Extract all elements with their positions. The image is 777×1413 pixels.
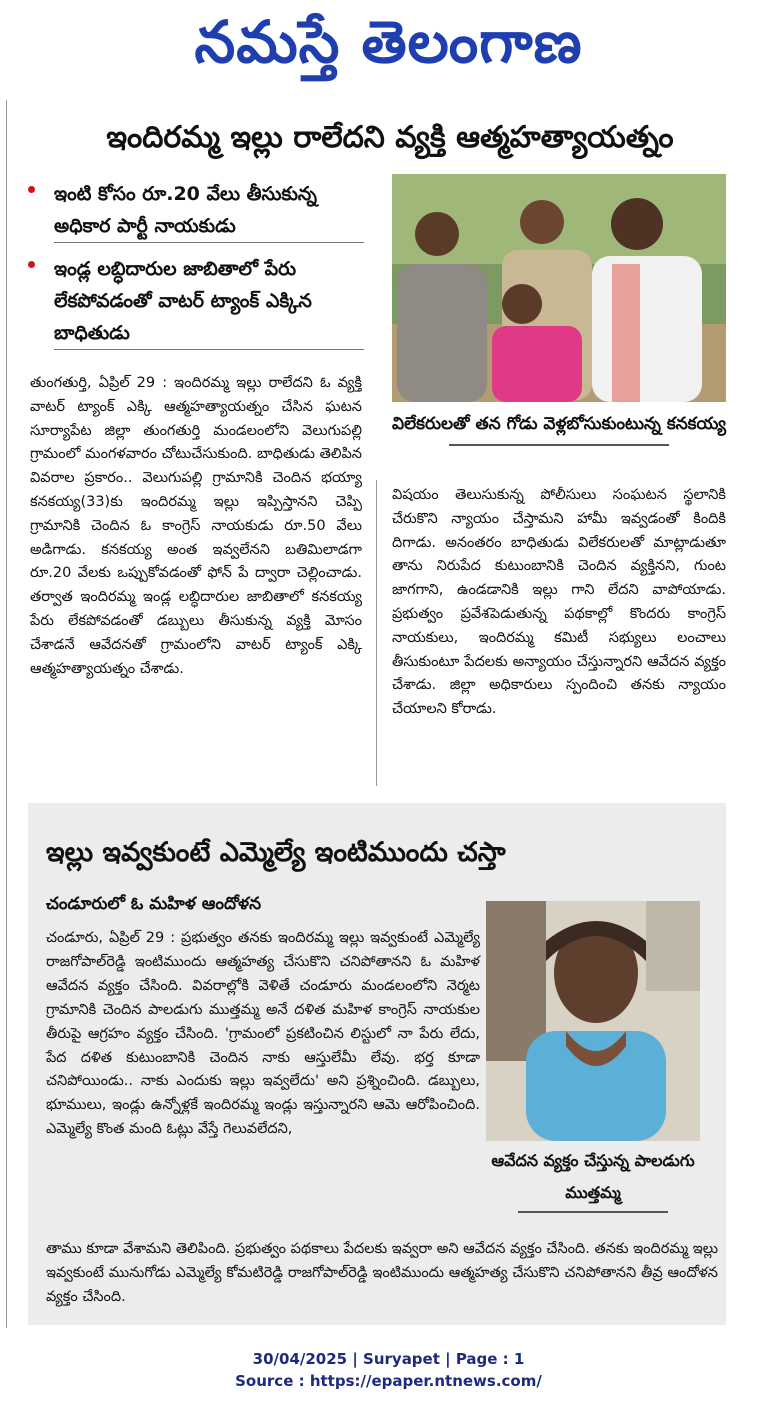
newspaper-name: నమస్తే తెలంగాణ — [194, 8, 583, 76]
bullet-item — [20, 178, 360, 243]
article2-photo-caption — [486, 1145, 700, 1213]
article2-headline: ఇల్లు ఇవ్వకుంటే ఎమ్మెల్యే ఇంటిముందు చస్తా — [46, 837, 506, 868]
article1-headline: ఇందిరమ్మ ఇల్లు రాలేదని వ్యక్తి ఆత్మహత్యాయత్నం — [106, 120, 674, 155]
woman-photo-illustration — [486, 901, 700, 1141]
article2-body-part1: చండూరు, ఏప్రిల్ 29 : ప్రభుత్వం తనకు ఇందిరమ్మ ఇల్లు ఇవ్వకుంటే ఎమ్మెల్యే రాజగోపాల్‌రెడ్డి ఇంటిముందు ఆత్మహత్య చేసుకొని చనిపోతానని ఓ మహిళ ఆవేదన వ్యక్తం చేసింది. వివరాల్లోకి వెళితే చండూరు మండలంలోని నెర్మట గ్రామానికి చెందిన పాలడుగు ముత్తమ్మ అనే దళిత మహిళ కాంగ్రెస్ నాయకుల తీరుపై ఆగ్రహం వ్యక్తం చేసింది. 'గ్రామంలో ప్రకటించిన లిస్టులో నా పేరు లేదు, పేద దళిత కుటుంబానికి చెందిన నాకు ఆస్తులేమీ లేవు. భర్త కూడా చనిపోయిండు.. నాకు ఎందుకు ఇల్లు ఇవ్వలేదు' అని ప్రశ్నించింది. డబ్బులు, భూములు, ఇండ్లు ఉన్నోళ్లకే ఇందిరమ్మ ఇండ్లు ఇస్తున్నారని ఆమె ఆరోపించింది. ఎమ్మెల్యే కొంత మంది ఓట్లు వేస్తే గెలువలేదని, — [46, 930, 480, 1138]
article1-photo — [392, 174, 726, 402]
divider — [54, 242, 364, 243]
bullet-text: ఇండ్ల లబ్ధిదారుల జాబితాలో పేరు లేకపోవడంతో వాటర్ ట్యాంక్ ఎక్కిన బాధితుడు — [54, 258, 312, 344]
article2-photo — [486, 901, 700, 1141]
article1-body-left: తుంగతుర్తి, ఏప్రిల్ 29 : ఇందిరమ్మ ఇల్లు రాలేదని ఓ వ్యక్తి వాటర్ ట్యాంక్ ఎక్కి ఆత్మహత్యాయత్నం చేసిన ఘటన సూర్యాపేట జిల్లా తుంగతుర్తి మండలంలోని వెలుగుపల్లి గ్రామంలో మంగళవారం చోటుచేసుకుంది. బాధితుడు తెలిపిన వివరాల ప్రకారం.. వెలుగుపల్లి గ్రామానికి చెందిన భయ్యా కనకయ్య(33)కు ఇందిరమ్మ ఇల్లు ఇప్పిస్తానని చెప్పి గ్రామానికి చెందిన ఓ కాంగ్రెస్ నాయకుడు రూ.50 వేలు అడిగాడు. కనకయ్య అంత ఇవ్వలేనని బతిమిలాడగా రూ.20 వేలకు ఒప్పుకోవడంతో ఫోన్ పే ద్వారా చెల్లించాడు. తర్వాత ఇందిరమ్మ ఇండ్ల లబ్ధిదారుల జాబితాలో కనకయ్య పేరు లేకపోవడంతో డబ్బులు తీసుకున్న వ్యక్తి మోసం చేశాడనే ఆవేదనతో గ్రామంలోని వాటర్ ట్యాంక్ ఎక్కి ఆత్మహత్యాయత్నం చేశాడు. — [30, 375, 362, 677]
article2-box — [28, 803, 726, 1325]
page-footer — [0, 1348, 777, 1392]
footer-edition-line: 30/04/2025 | Suryapet | Page : 1 — [252, 1350, 525, 1368]
caption-text: విలేకరులతో తన గోడు వెళ్లబోసుకుంటున్న కనకయ్య — [392, 414, 726, 434]
caption-text: ఆవేదన వ్యక్తం చేస్తున్న పాలడుగు ముత్తమ్మ — [491, 1151, 695, 1202]
bullet-text: ఇంటి కోసం రూ.20 వేలు తీసుకున్న అధికార పార్టీ నాయకుడు — [54, 183, 317, 237]
caption-underline — [518, 1211, 668, 1213]
bullet-dot-icon — [28, 186, 35, 193]
masthead — [0, 0, 777, 92]
bullet-item — [20, 253, 360, 350]
bullet-dot-icon — [28, 261, 35, 268]
article1-photo-caption — [392, 406, 726, 446]
article1-bullets — [20, 178, 360, 360]
page-divider — [6, 100, 7, 1328]
divider — [54, 349, 364, 350]
column-divider — [376, 480, 377, 786]
article2-subhead: చండూరులో ఓ మహిళ ఆందోళన — [46, 894, 262, 914]
caption-underline — [449, 444, 669, 446]
article2-body-part2: తాము కూడా వేశామని తెలిపింది. ప్రభుత్వం పథకాలు పేదలకు ఇవ్వరా అని ఆవేదన వ్యక్తం చేసింది. తనకు ఇందిరమ్మ ఇల్లు ఇవ్వకుంటే మునుగోడు ఎమ్మెల్యే కోమటిరెడ్డి రాజగోపాల్‌రెడ్డి ఇంటిముందు ఆత్మహత్య చేసుకొని చనిపోతానని తీవ్ర ఆందోళన వ్యక్తం చేసింది. — [46, 1241, 718, 1305]
people-photo-illustration — [392, 174, 726, 402]
article1-body-right: విషయం తెలుసుకున్న పోలీసులు సంఘటన స్థలానికి చేరుకొని న్యాయం చేస్తామని హామీ ఇవ్వడంతో కిందికి దిగాడు. అనంతరం బాధితుడు విలేకరులతో మాట్లాడుతూ తాను నిరుపేద కుటుంబానికి చెందిన వ్యక్తినని, గుంట జాగగాని, ఉండడానికి ఇల్లు గాని లేదని వాపోయాడు. ప్రభుత్వం ప్రవేశపెడుతున్న పథకాల్లో కొందరు కాంగ్రెస్ నాయకులు, ఇందిరమ్మ కమిటీ సభ్యులు లంచాలు తీసుకుంటూ పేదలకు అన్యాయం చేస్తున్నారని ఆవేదన వ్యక్తం చేశాడు. జిల్లా అధికారులు స్పందించి తనకు న్యాయం చేయాలని కోరాడు. — [392, 487, 726, 718]
footer-source-line: Source : https://epaper.ntnews.com/ — [235, 1372, 542, 1390]
